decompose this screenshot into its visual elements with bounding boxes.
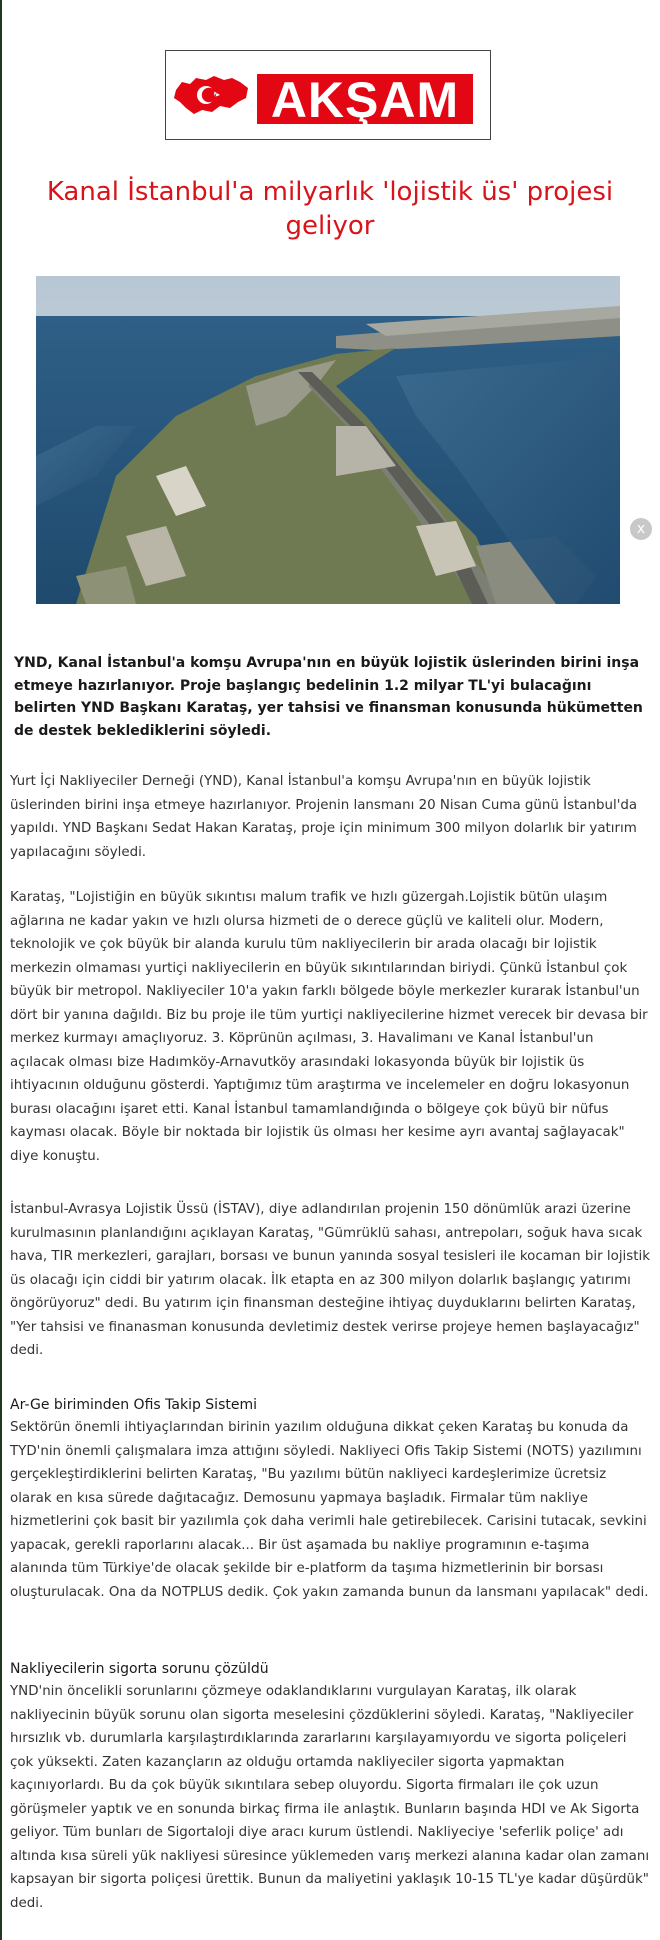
section-heading: Nakliyecilerin sigorta sorunu çözüldü: [10, 1661, 269, 1677]
aksam-logo[interactable]: [165, 50, 491, 140]
section-text: YND'nin öncelikli sorunlarını çözmeye odaklandıklarını vurgulayan Karataş, ilk olarak nakliyecinin büyük sorunu olan sigorta meselesini çözdüklerini söyledi. Karataş, "Nakliyeciler hırsızlık vb. durumlarla karşılaştırdıklarında zararlarını karşılayamıyordu ve sigorta poliçeleri çok yüksekti. Zaten kazançların az olduğu ortamda nakliyeciler sigorta yapmaktan kaçınıyorlardı. Bu da çok büyük sıkıntılara sebep oluyordu. Sigorta firmaları ile çok uzun görüşmeler yaptık ve en sonunda birkaç firma ile anlaştık. Bunların başında HDI ve Ak Sigorta geliyor. Tüm bunları de Sigortaloji diye aracı kurum üstlendi. Nakliyeciye 'seferlik poliçe' adı altında kısa süreli yük nakliyesi süresince yüklemeden varış merkezi alanına kadar olan zamanı kapsayan bir sigorta poliçesi ürettik. Bunun da maliyetini yaklaşık 10-15 TL'ye kadar düşürdük" dedi.: [10, 1684, 650, 1911]
article-paragraph: İstanbul-Avrasya Lojistik Üssü (İSTAV), diye adlandırılan projenin 150 dönümlük arazi üzerine kurulmasının planlandığını açıklayan Karataş, "Gümrüklü sahası, antrepoları, soğuk hava sıcak hava, TIR merkezleri, garajları, borsası ve bunun yanında sosyal tesisleri ile kocaman bir lojistik üs olacağı için ciddi bir yatırım olacak. İlk etapta en az 300 milyon dolarlık başlangıç yatırımı öngörüyoruz" dedi. Bu yatırım için finansman desteğine ihtiyaç duyduklarını belirten Karataş, "Yer tahsisi ve finanasman konusunda devletimiz destek verirse projeye hemen başlayacağız" dedi.: [10, 1202, 650, 1358]
close-icon[interactable]: x: [630, 518, 652, 540]
aerial-city-image: [36, 276, 620, 604]
page-left-border: [0, 0, 2, 1940]
section-heading: Ar-Ge biriminden Ofis Takip Sistemi: [10, 1397, 257, 1413]
section-text: Sektörün önemli ihtiyaçlarından birinin yazılım olduğuna dikkat çeken Karataş bu konuda da TYD'nin önemli çalışmalara imza attığını söyledi. Nakliyeci Ofis Takip Sistemi (NOTS) yazılımını gerçekleştirdiklerini belirten Karataş, "Bu yazılımı bütün nakliyeci kardeşlerimize ücretsiz olarak en kısa sürede dağıtacağız. Demosunu yapmaya başladık. Firmalar tüm nakliye hizmetlerini çok basit bir yazılımla çok daha verimli hale getirebilecek. Carisini tutacak, sevkini yapacak, gerekli raporlarını alacak... Bir üst aşamada bu nakliye programının e-taşıma alanında tüm Türkiye'de olacak şekilde bir e-platform da taşıma hizmetlerinin bir borsası oluşturulacak. Ona da NOTPLUS dedik. Çok yakın zamanda bunun da lansmanı yapılacak" dedi.: [10, 1420, 649, 1600]
article-paragraph: Karataş, "Lojistiğin en büyük sıkıntısı malum trafik ve hızlı güzergah.Lojistik bütün ulaşım ağlarına ne kadar yakın ve hızlı olursa hizmeti de o derece güçlü ve kaliteli olur. Modern, teknolojik ve çok büyük bir alanda kurulu tüm nakliyecilerin bir arada olacağı bir lojistik merkezin olmaması yurtiçi nakliyecilerin en büyük sıkıntılarından biriydi. Çünkü İstanbul çok büyük bir metropol. Nakliyeciler 10'a yakın farklı bölgede böyle merkezler kurarak İstanbul'un dört bir yanına dağıldı. Biz bu proje ile tüm yurtiçi nakliyecilerine hizmet verecek bir devasa bir merkez kurmayı amaçlıyoruz. 3. Köprünün açılması, 3. Havalimanı ve Kanal İstanbul'un açılacak olması bize Hadımköy-Arnavutköy arasındaki lokasyonda büyük bir lojistik üs ihtiyacının olduğunu gösterdi. Yaptığımız tüm araştırma ve incelemeler en doğru lokasyonun burası olacağını işaret etti. Kanal İstanbul tamamlandığında o bölgeye çok büyü bir nüfus kayması olacak. Böyle bir noktada bir lojistik üs olması her kesime ayrı avantaj sağlayacak" diye konuştu.: [10, 890, 648, 1164]
logo-inner: [172, 68, 484, 128]
article-title: Kanal İstanbul'a milyarlık 'lojistik üs' projesi geliyor: [46, 177, 614, 241]
article-lead: YND, Kanal İstanbul'a komşu Avrupa'nın en büyük lojistik üslerinden birini inşa etmeye hazırlanıyor. Proje başlangıç bedelinin 1.2 milyar TL'yi bulacağını belirten YND Başkanı Karataş, yer tahsisi ve finansman konusunda hükümetten de destek beklediklerini söyledi.: [14, 655, 643, 739]
turkey-map-flag-icon: [172, 68, 252, 124]
article-photo: [36, 276, 620, 604]
article-paragraph: Yurt İçi Nakliyeciler Derneği (YND), Kanal İstanbul'a komşu Avrupa'nın en büyük lojistik üslerinden birini inşa etmeye hazırlanıyor. Projenin lansmanı 20 Nisan Cuma günü İstanbul'da yapıldı. YND Başkanı Sedat Hakan Karataş, proje için minimum 300 milyon dolarlık bir yatırım yapılacağını söyledi.: [10, 774, 638, 860]
logo-wordmark: AKŞAM: [257, 74, 473, 124]
